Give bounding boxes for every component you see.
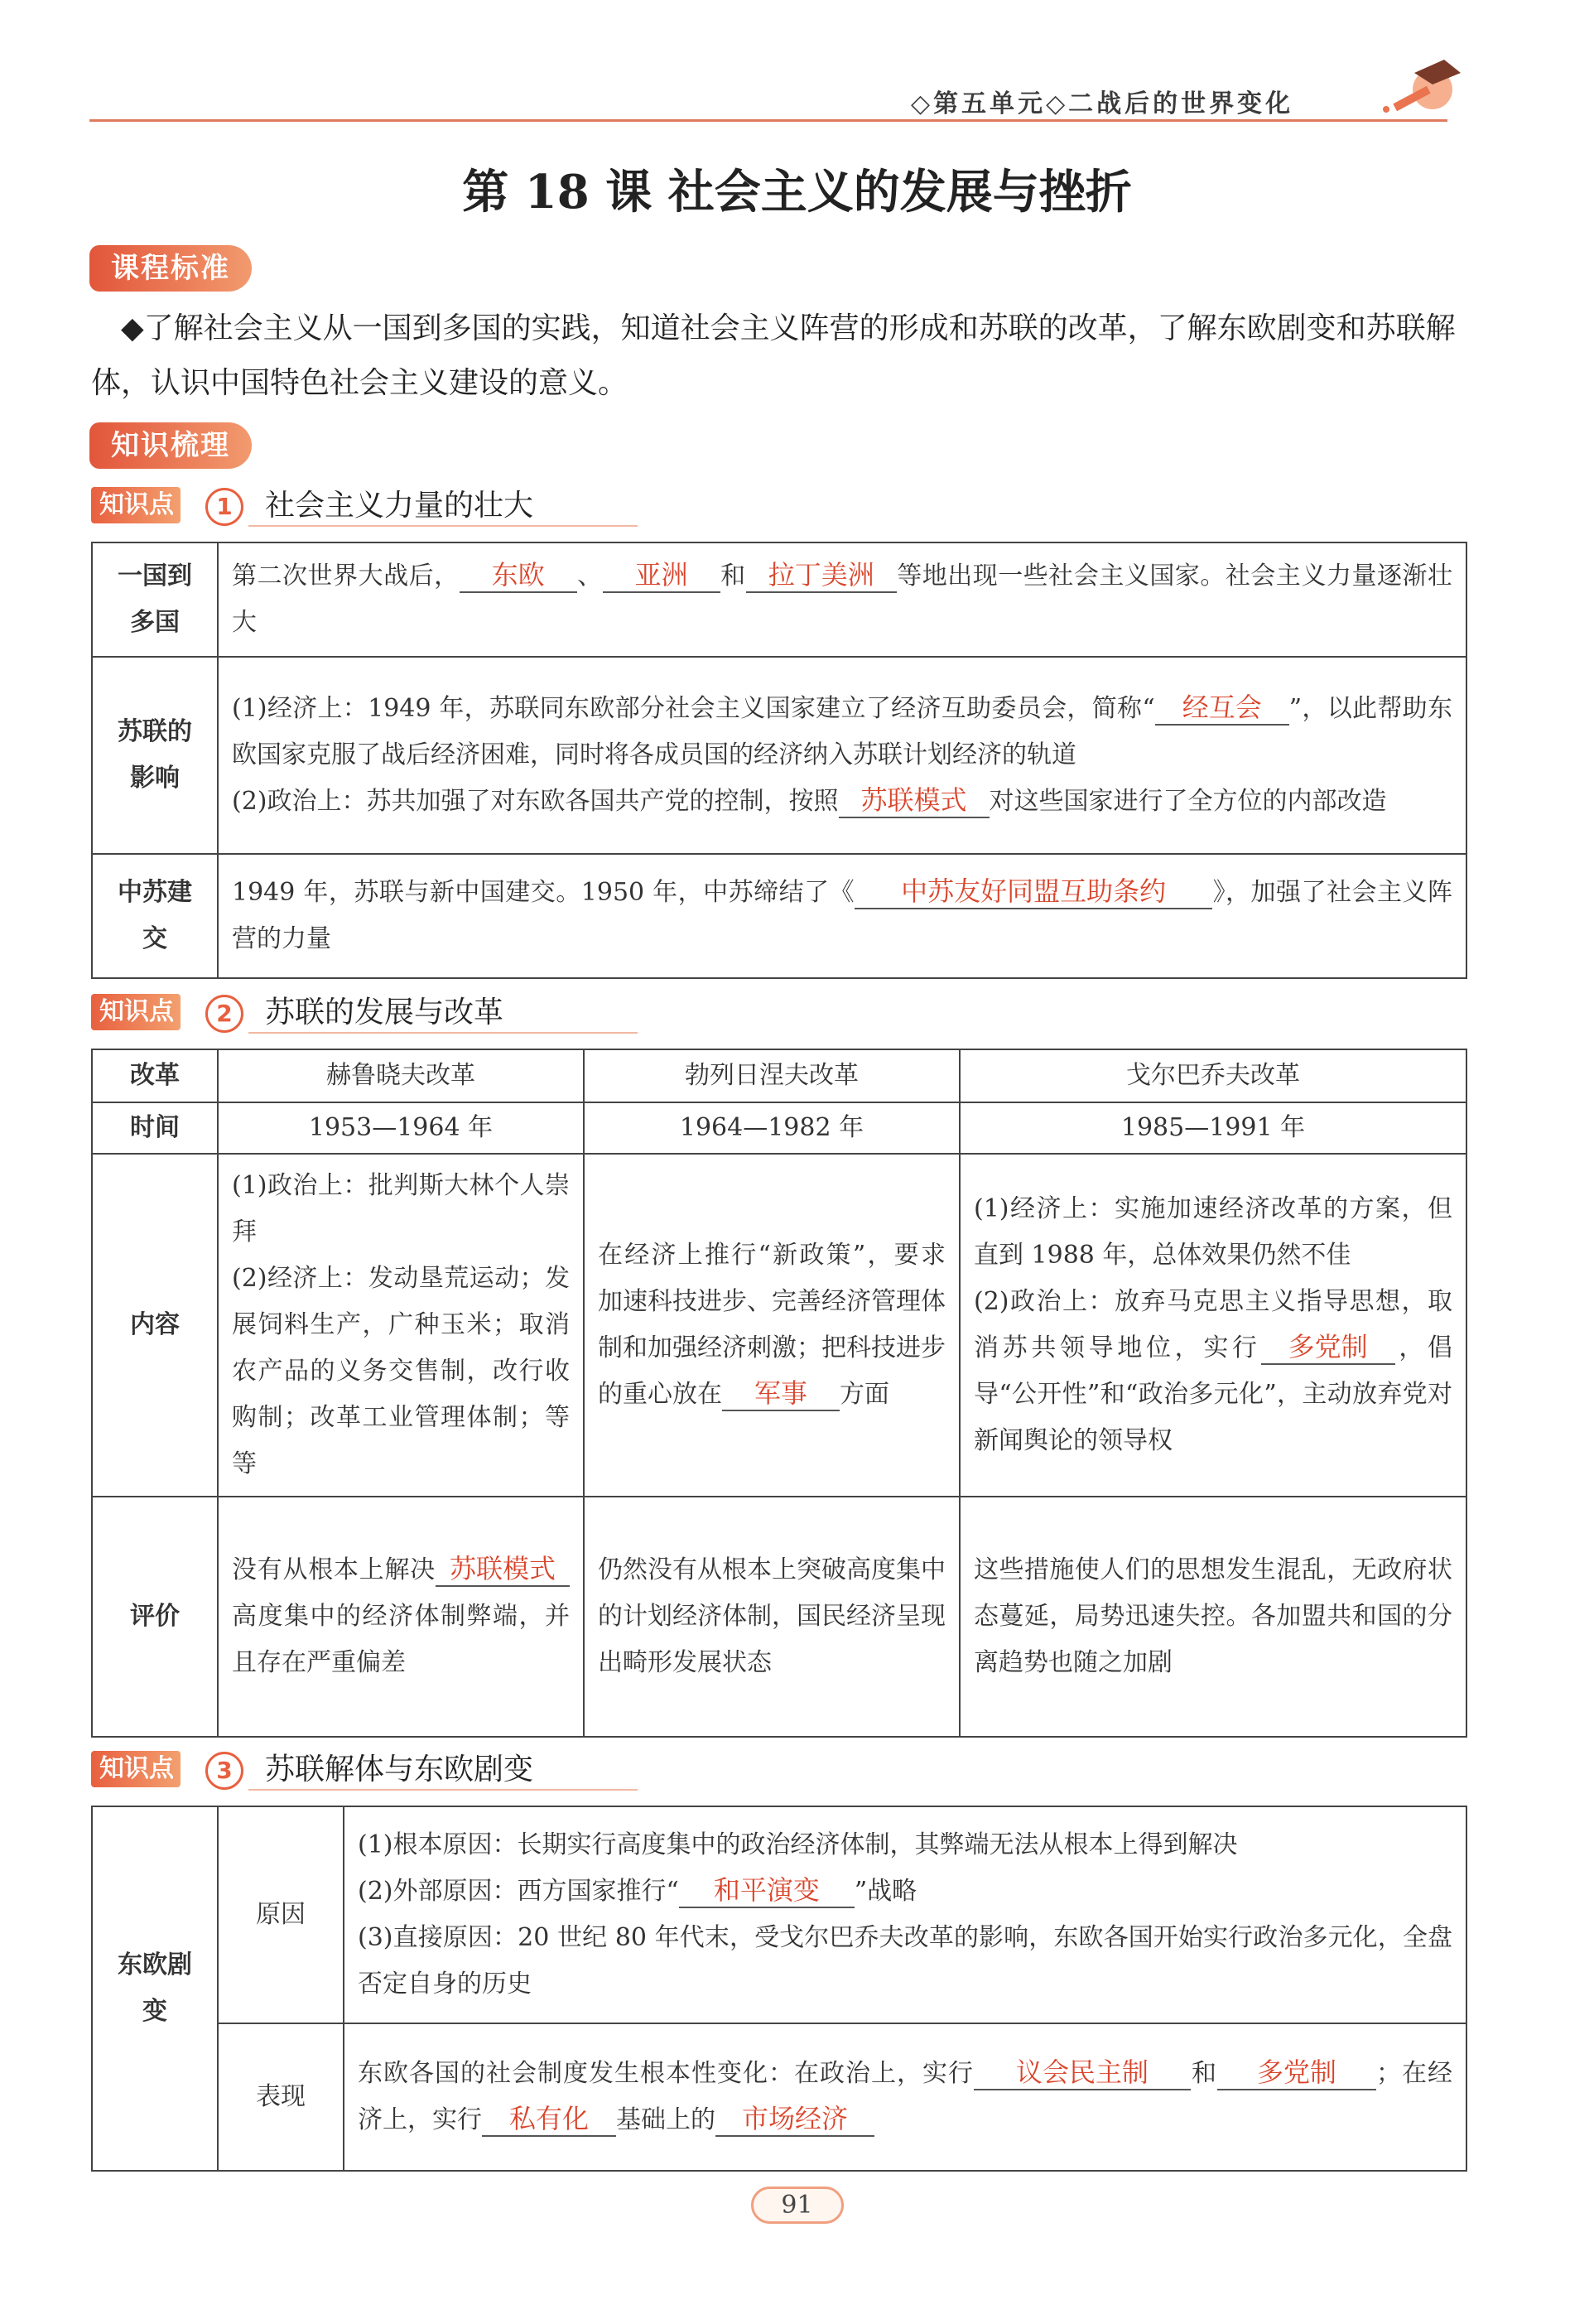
kp3-header — [91, 1751, 638, 1791]
kp2-col3-eval: 这些措施使人们的思想发生混乱，无政府状态蔓延，局势迅速失控。各加盟共和国的分离趋势也随之加剧 — [960, 1497, 1466, 1737]
kp2-col2-time: 1964—1982 年 — [584, 1102, 960, 1154]
kp1-table — [91, 542, 1467, 979]
header-divider — [89, 119, 1447, 122]
kp2-col3-content: (1)经济上：实施加速经济改革的方案，但直到 1988 年，总体效果仍然不佳 (2)政治上：放弃马克思主义指导思想，取消苏共领导地位，实行 多党制 ，倡导“公开性”和“政治多元化”，主动放弃党对新闻舆论的领导权 — [960, 1154, 1466, 1497]
kp2-col2-name: 勃列日涅夫改革 — [584, 1049, 960, 1102]
kp2-underline — [248, 1032, 638, 1034]
answer-comecon: 经互会 — [1155, 691, 1289, 726]
page-number: 91 — [0, 2187, 1594, 2224]
kp3-show-content: 东欧各国的社会制度发生根本性变化：在政治上，实行 议会民主制 和 多党制 ；在经济上，实行 私有化 基础上的 市场经济 — [344, 2023, 1466, 2171]
kp2-col3-time: 1985—1991 年 — [960, 1102, 1466, 1154]
kp1-row3-content: 1949 年，苏联与新中国建交。1950 年，中苏缔结了《 中苏友好同盟互助条约 》，加强了社会主义阵营的力量 — [218, 854, 1466, 978]
answer-east-europe: 东欧 — [460, 558, 577, 593]
answer-privatization: 私有化 — [482, 2102, 616, 2137]
graduation-cap-pencil-icon — [1375, 51, 1466, 118]
unit-title: ◇第五单元◇二战后的世界变化 — [911, 89, 1294, 118]
kp2-number: 2 — [205, 995, 243, 1033]
kp2-reform-label: 改革 — [92, 1049, 218, 1102]
kp2-col1-name: 赫鲁晓夫改革 — [218, 1049, 584, 1102]
kp1-row1-label: 一国到多国 — [92, 542, 218, 657]
answer-soviet-model-2: 苏联模式 — [436, 1552, 570, 1587]
course-standards-label: 课程标准 — [89, 245, 252, 292]
kp2-table — [91, 1049, 1467, 1738]
kp3-badge: 知识点 — [91, 1751, 181, 1787]
kp2-col2-content: 在经济上推行“新政策”，要求加速科技进步、完善经济管理体制和加强经济刺激；把科技进步的重心放在 军事 方面 — [584, 1154, 960, 1497]
kp2-col1-eval: 没有从根本上解决 苏联模式高度集中的经济体制弊端，并且存在严重偏差 — [218, 1497, 584, 1737]
answer-multi-party-2: 多党制 — [1217, 2056, 1376, 2090]
answer-multi-party: 多党制 — [1261, 1330, 1395, 1365]
kp3-number: 3 — [205, 1752, 243, 1790]
answer-military: 军事 — [722, 1377, 840, 1411]
kp1-number: 1 — [205, 488, 243, 526]
answer-soviet-model: 苏联模式 — [839, 784, 990, 818]
kp2-header — [91, 994, 638, 1034]
answer-asia: 亚洲 — [603, 558, 720, 593]
answer-peaceful-evolution: 和平演变 — [679, 1873, 855, 1908]
answer-treaty: 中苏友好同盟互助条约 — [855, 875, 1212, 909]
course-standards-text: ◆了解社会主义从一国到多国的实践，知道社会主义阵营的形成和苏联的改革，了解东欧剧变和苏联解体，认识中国特色社会主义建设的意义。 — [91, 311, 1456, 400]
kp2-col2-eval: 仍然没有从根本上突破高度集中的计划经济体制，国民经济呈现出畸形发展状态 — [584, 1497, 960, 1737]
kp2-eval-label: 评价 — [92, 1497, 218, 1737]
knowledge-review-label: 知识梳理 — [89, 422, 252, 469]
kp2-badge: 知识点 — [91, 994, 181, 1030]
kp1-row1-content: 第二次世界大战后， 东欧 、 亚洲 和 拉丁美洲 等地出现一些社会主义国家。社会主义力量逐渐壮大 — [218, 542, 1466, 657]
kp3-cause-content: (1)根本原因：长期实行高度集中的政治经济体制，其弊端无法从根本上得到解决 (2)外部原因：西方国家推行“ 和平演变 ”战略 (3)直接原因：20 世纪 80 年代末，受戈尔巴乔夫改革的影响，东欧各国开始实行政治多元化，全盘否定自身的历史 — [344, 1806, 1466, 2023]
kp1-badge: 知识点 — [91, 487, 181, 523]
kp1-row2-label: 苏联的影响 — [92, 657, 218, 854]
kp2-content-label: 内容 — [92, 1154, 218, 1497]
kp2-title: 苏联的发展与改革 — [265, 996, 504, 1029]
kp3-title: 苏联解体与东欧剧变 — [265, 1753, 534, 1786]
kp3-show-label: 表现 — [218, 2023, 344, 2171]
kp2-col3-name: 戈尔巴乔夫改革 — [960, 1049, 1466, 1102]
kp1-row3-label: 中苏建交 — [92, 854, 218, 978]
kp2-col1-content: (1)政治上：批判斯大林个人崇拜 (2)经济上：发动垦荒运动；发展饲料生产，广种玉米；取消农产品的义务交售制，改行收购制；改革工业管理体制；等等 — [218, 1154, 584, 1497]
kp1-title: 社会主义力量的壮大 — [265, 489, 534, 523]
kp1-underline — [248, 525, 638, 527]
kp1-header — [91, 487, 638, 527]
kp1-row2-content: (1)经济上：1949 年，苏联同东欧部分社会主义国家建立了经济互助委员会，简称“ 经互会 ”，以此帮助东欧国家克服了战后经济困难，同时将各成员国的经济纳入苏联计划经济的轨道 (2)政治上：苏共加强了对东欧各国共产党的控制，按照 苏联模式 对这些国家进行了全方位的内部改造 — [218, 657, 1466, 854]
answer-latin-america: 拉丁美洲 — [746, 558, 897, 593]
kp3-main-label: 东欧剧变 — [92, 1806, 218, 2171]
kp2-col1-time: 1953—1964 年 — [218, 1102, 584, 1154]
kp3-table — [91, 1806, 1467, 2172]
kp3-cause-label: 原因 — [218, 1806, 344, 2023]
kp3-underline — [248, 1789, 638, 1791]
answer-parliamentary-democracy: 议会民主制 — [974, 2056, 1191, 2090]
kp2-time-label: 时间 — [92, 1102, 218, 1154]
answer-market-economy: 市场经济 — [715, 2102, 874, 2137]
page-title: 第 18 课 社会主义的发展与挫折 — [462, 165, 1132, 219]
